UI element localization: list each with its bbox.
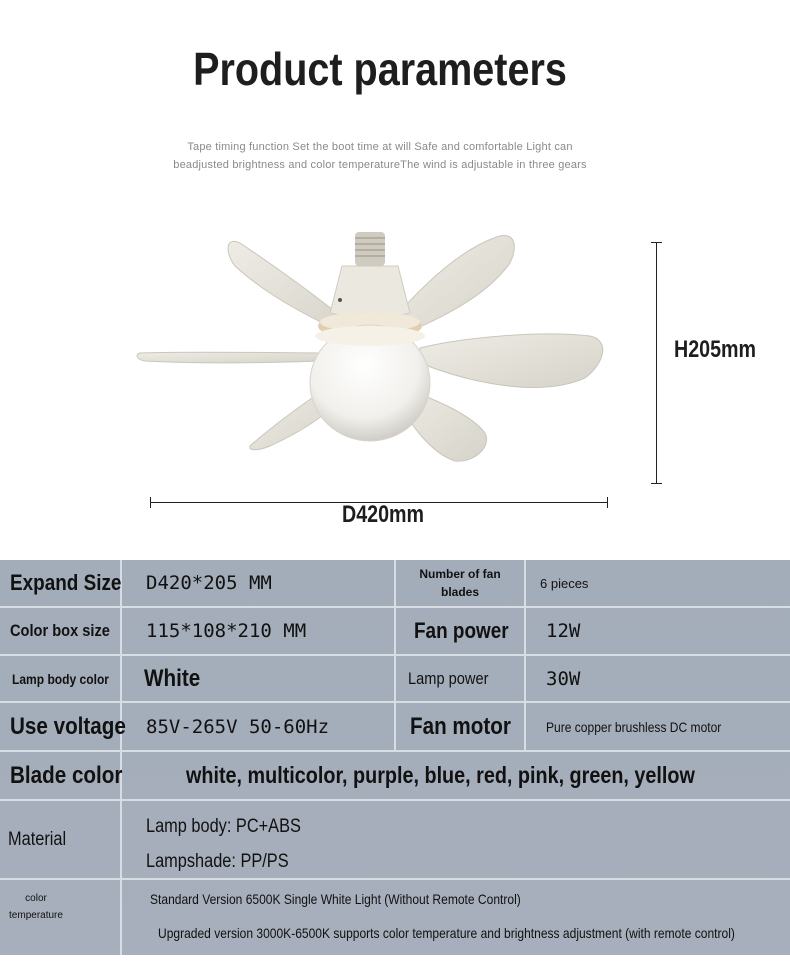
subtitle-line-2: beadjusted brightness and color temperatureThe wind is adjustable in three gears (173, 159, 587, 171)
value-expand-size: D420*205 MM (146, 572, 272, 594)
value-blade-color: white, multicolor, purple, blue, red, pink, green, yellow (186, 762, 695, 788)
parameters-table (0, 560, 790, 955)
label-lamp-body-color: Lamp body color (12, 670, 110, 687)
ceiling-fan-image (120, 218, 620, 468)
label-color-temperature-2: temperature (9, 909, 63, 921)
value-fan-motor: Pure copper brushless DC motor (546, 718, 722, 735)
row-label (0, 890, 72, 906)
row-value (146, 560, 272, 606)
value-standard-version: Standard Version 6500K Single White Light (Without Remote Control) (150, 891, 521, 907)
row-label (0, 907, 72, 923)
row-value (144, 656, 209, 701)
height-dimension-cap-top (651, 242, 662, 243)
row-label (10, 752, 141, 799)
row-label (408, 656, 502, 701)
grid-line (0, 799, 790, 801)
row-label (8, 801, 76, 878)
row-label (396, 560, 524, 606)
subtitle-line-1: Tape timing function Set the boot time at will Safe and comfortable Light can (187, 141, 573, 153)
row-label (12, 656, 125, 701)
row-value (546, 703, 750, 750)
row-value (186, 752, 778, 799)
row-value (540, 560, 588, 606)
row-label (410, 703, 527, 750)
diameter-dimension-cap-right (607, 497, 608, 508)
row-value (158, 923, 790, 943)
value-upgraded-version: Upgraded version 3000K-6500K supports color temperature and brightness adjustment (with remote control) (158, 925, 735, 941)
value-use-voltage: 85V-265V 50-60Hz (146, 715, 330, 738)
row-label (10, 608, 126, 654)
label-use-voltage: Use voltage (10, 712, 126, 740)
label-blade-color: Blade color (10, 761, 123, 789)
label-lamp-power: Lamp power (408, 668, 489, 688)
value-fan-blades: 6 pieces (540, 575, 589, 591)
height-dimension-line (656, 242, 657, 484)
row-value (146, 815, 326, 839)
diameter-label: D420mm (342, 501, 425, 528)
page-title: Product parameters (193, 43, 567, 95)
label-expand-size: Expand Size (10, 570, 122, 595)
row-value (146, 850, 312, 874)
row-value (546, 608, 580, 654)
row-value (146, 703, 329, 750)
label-material: Material (8, 828, 67, 850)
row-label (414, 608, 524, 654)
value-material-lampshade: Lampshade: PP/PS (146, 851, 289, 872)
height-dimension-cap-bottom (651, 483, 662, 484)
value-lamp-body-color: White (144, 664, 201, 692)
row-value (146, 608, 306, 654)
row-label (10, 560, 122, 606)
value-material-lamp-body: Lamp body: PC+ABS (146, 816, 301, 837)
label-color-temperature-1: color (25, 892, 47, 904)
label-fan-motor: Fan motor (410, 712, 511, 740)
diameter-dimension-cap-left (150, 497, 151, 508)
label-fan-blades: Number of fan blades (419, 567, 501, 599)
value-lamp-power: 30W (546, 667, 581, 690)
label-color-box-size: Color box size (10, 621, 110, 640)
row-value (546, 656, 580, 701)
row-label (10, 703, 145, 750)
label-fan-power: Fan power (414, 618, 509, 643)
value-color-box-size: 115*108*210 MM (146, 620, 307, 642)
value-fan-power: 12W (546, 620, 581, 642)
height-label: H205mm (674, 336, 757, 363)
row-value (150, 889, 581, 909)
grid-line (0, 878, 790, 880)
